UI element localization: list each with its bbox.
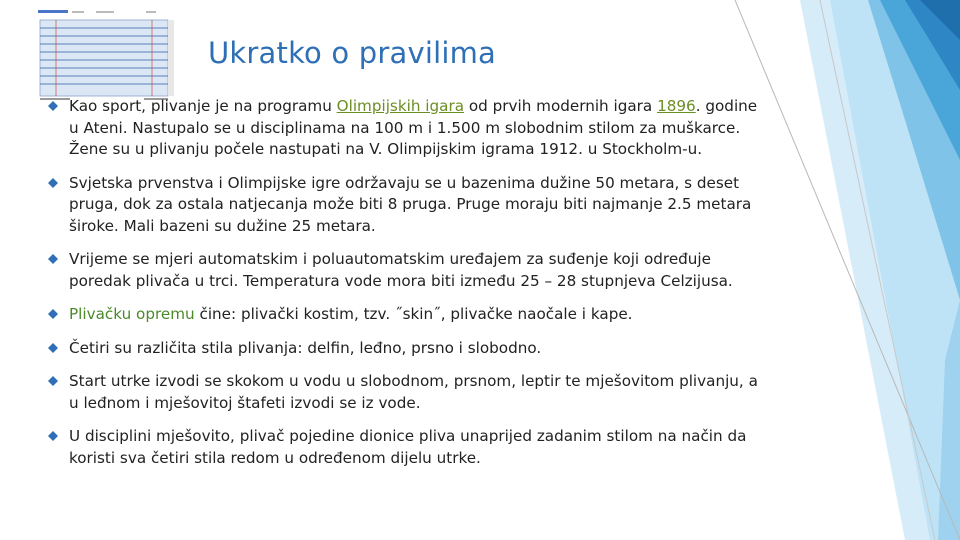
equipment-highlight: Plivačku opremu bbox=[69, 305, 195, 323]
bullet-item bbox=[44, 371, 764, 414]
bullet-text: Svjetska prvenstva i Olimpijske igre održavaju se u bazenima dužine 50 metara, s deset pruga, dok za ostala natjecanja može biti 8 pruga. Pruge moraju biti najmanje 2.5 metara široke. Mali bazeni su dužine 25 metara. bbox=[69, 173, 752, 235]
bullet-item bbox=[44, 173, 764, 238]
slide-title: Ukratko o pravilima bbox=[208, 36, 497, 70]
diamond-bullet-icon bbox=[48, 376, 58, 386]
bullet-list bbox=[44, 96, 764, 469]
bullet-text: U disciplini mješovito, plivač pojedine dionice pliva unaprijed zadanim stilom na način da koristi sva četiri stila redom u određenom dijelu utrke. bbox=[69, 427, 747, 467]
diamond-bullet-icon bbox=[48, 254, 58, 264]
diamond-bullet-icon bbox=[48, 343, 58, 353]
bullet-item bbox=[44, 426, 764, 469]
bullet-text: od prvih modernih igara bbox=[464, 97, 658, 115]
pool-diagram-image bbox=[34, 6, 176, 104]
diamond-bullet-icon bbox=[48, 431, 58, 441]
diamond-bullet-icon bbox=[48, 309, 58, 319]
year-1896-link[interactable]: 1896 bbox=[657, 97, 696, 115]
diamond-bullet-icon bbox=[48, 101, 58, 111]
bullet-item bbox=[44, 304, 764, 326]
bullet-item bbox=[44, 249, 764, 292]
bullet-text: Start utrke izvodi se skokom u vodu u slobodnom, prsnom, leptir te mješovitom plivanju, a u leđnom i mješovitoj štafeti izvodi se iz vode. bbox=[69, 372, 758, 412]
bullet-item bbox=[44, 338, 764, 360]
bullet-text: . godine u Ateni. Nastupalo se u disciplinama na 100 m i 1.500 m slobodnim stilom za muškarce. Žene su u plivanju počele nastupati na V. Olimpijskim igrama 1912. u Stockholm-u. bbox=[69, 97, 758, 158]
olympic-games-link[interactable]: Olimpijskih igara bbox=[336, 97, 465, 115]
bullet-item bbox=[44, 96, 764, 161]
bullet-text: Vrijeme se mjeri automatskim i poluautomatskim uređajem za suđenje koji određuje poredak plivača u trci. Temperatura vode mora biti između 25 – 28 stupnjeva Celzijusa. bbox=[69, 250, 733, 290]
diamond-bullet-icon bbox=[48, 178, 58, 188]
bullet-text: čine: plivački kostim, tzv. ˝skin˝, plivačke naočale i kape. bbox=[194, 305, 633, 323]
bullet-text: Četiri su različita stila plivanja: delfin, leđno, prsno i slobodno. bbox=[69, 338, 542, 357]
bullet-text: Kao sport, plivanje je na programu bbox=[69, 97, 337, 115]
